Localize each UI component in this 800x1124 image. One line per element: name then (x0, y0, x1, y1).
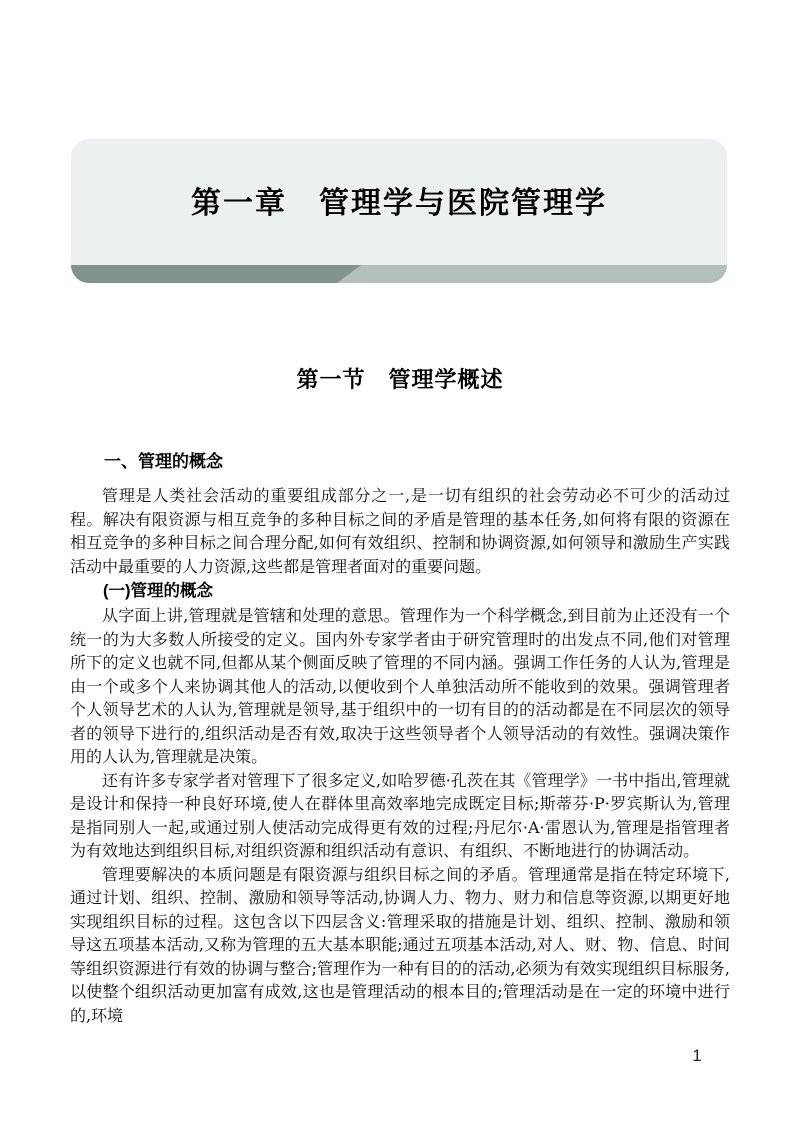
subheading-concept-definition: (一)管理的概念 (103, 582, 213, 600)
chapter-header-content (71, 139, 727, 265)
chapter-band-decoration (71, 265, 727, 283)
body-text (70, 450, 730, 1027)
chapter-header-box (71, 139, 727, 283)
paragraph-4: 管理要解决的本质问题是有限资源与组织目标之间的矛盾。管理通常是指在特定环境下,通过计划、组织、控制、激励和领导等活动,协调人力、物力、财力和信息等资源,以期更好地实现组织目标的过程。这包含以下四层含义:管理采取的措施是计划、组织、控制、激励和领导这五项基本活动,又称为管理的五大基本职能;通过五项基本活动,对人、财、物、信息、时间等组织资源进行有效的协调与整合;管理作为一种有目的的活动,必须为有效实现组织目标服务,以使整个组织活动更加富有成效,这也是管理活动的根本目的;管理活动是在一定的环境中进行的,环境 (70, 864, 730, 1025)
chapter-band-dark-segment (71, 265, 727, 283)
heading-management-concept: 一、管理的概念 (104, 452, 223, 471)
paragraph-1: 管理是人类社会活动的重要组成部分之一,是一切有组织的社会劳动必不可少的活动过程。解决有限资源与相互竞争的多种目标之间的矛盾是管理的基本任务,如何将有限的资源在相互竞争的多种目标之间合理分配,如何有效组织、控制和协调资源,如何领导和激励生产实践活动中最重要的人力资源,这些都是管理者面对的重要问题。 (70, 486, 730, 576)
paragraph-3: 还有许多专家学者对管理下了很多定义,如哈罗德·孔茨在其《管理学》一书中指出,管理就是设计和保持一种良好环境,使人在群体里高效率地完成既定目标;斯蒂芬·P·罗宾斯认为,管理是指同别人一起,或通过别人使活动完成得更有效的过程;丹尼尔·A·雷恩认为,管理是指管理者为有效地达到组织目标,对组织资源和组织活动有意识、有组织、不断地进行的协调活动。 (70, 770, 730, 860)
page-number: 1 (692, 1046, 702, 1065)
chapter-title: 第一章 管理学与医院管理学 (191, 187, 607, 220)
paragraph-2: 从字面上讲,管理就是管辖和处理的意思。管理作为一个科学概念,到目前为止还没有一个统一的为大多数人所接受的定义。国内外专家学者由于研究管理时的出发点不同,他们对管理所下的定义也就不同,但都从某个侧面反映了管理的不同内涵。强调工作任务的人认为,管理是由一个或多个人来协调其他人的活动,以便收到个人单独活动所不能收到的效果。强调管理者个人领导艺术的人认为,管理就是领导,基于组织中的一切有目的的活动都是在不同层次的领导者的领导下进行的,组织活动是否有效,取决于这些领导者个人领导活动的有效性。强调决策作用的人认为,管理就是决策。 (70, 606, 730, 766)
section-title: 第一节 管理学概述 (296, 367, 504, 392)
